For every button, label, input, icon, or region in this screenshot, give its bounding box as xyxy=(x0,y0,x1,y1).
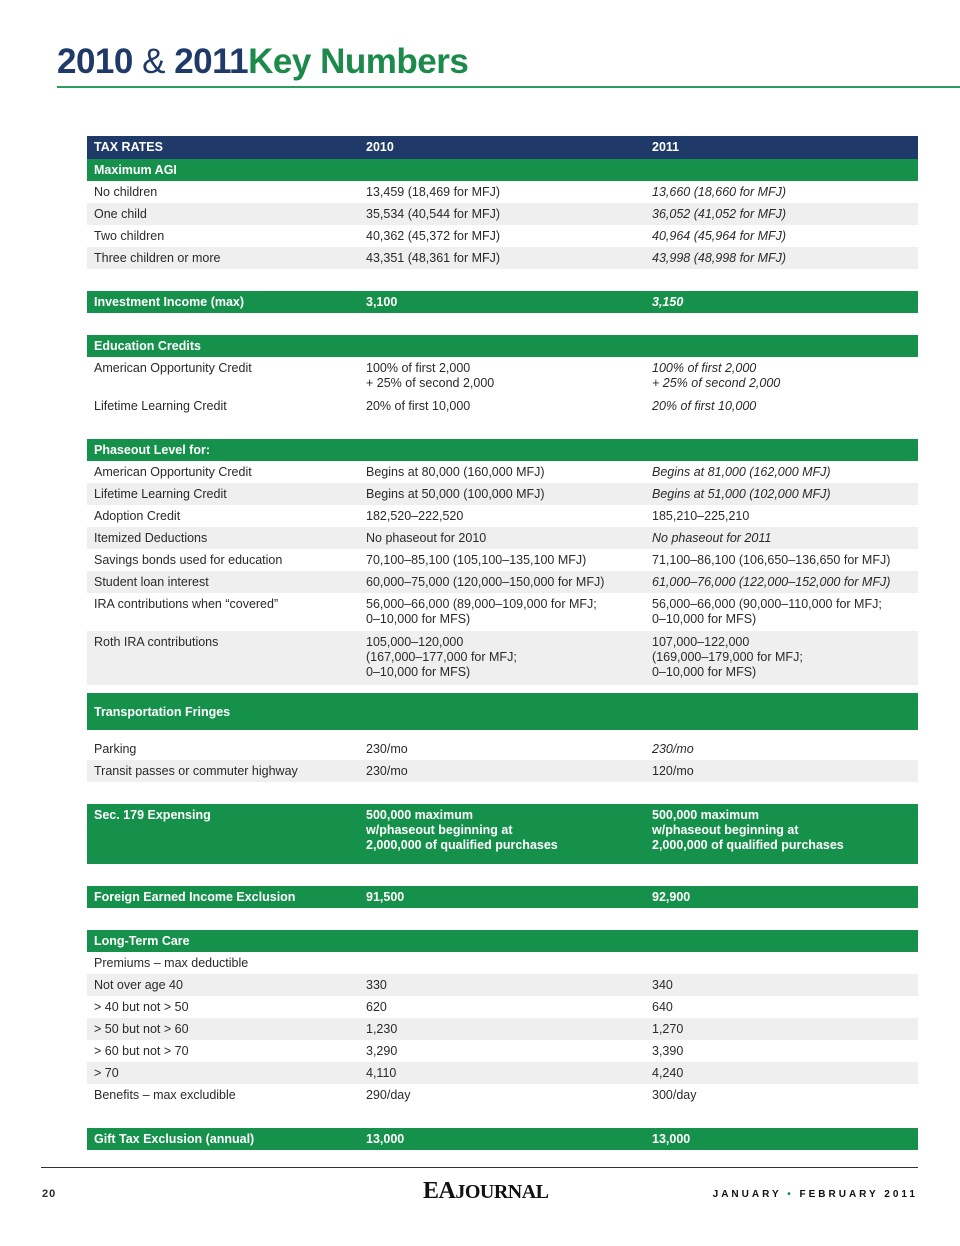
title-year-2011: 2011 xyxy=(174,42,249,81)
value-2010 xyxy=(366,808,646,853)
value-2011: 230/mo xyxy=(652,742,694,756)
section-transportation xyxy=(87,693,918,730)
section-investment-income xyxy=(87,291,918,313)
value-2010: 13,459 (18,469 for MFJ) xyxy=(366,185,501,199)
value-2010: 230/mo xyxy=(366,742,408,756)
table-row xyxy=(87,593,918,631)
section-label: Sec. 179 Expensing xyxy=(94,808,211,822)
line: (169,000–179,000 for MFJ; xyxy=(652,650,803,664)
value-2011: 1,270 xyxy=(652,1022,684,1036)
value-2011: 92,900 xyxy=(652,890,691,904)
section-sec-179 xyxy=(87,804,918,864)
row-label: > 40 but not > 50 xyxy=(94,1000,189,1014)
value-2010: 20% of first 10,000 xyxy=(366,399,471,413)
row-label: Roth IRA contributions xyxy=(94,635,219,649)
row-label: Benefits – max excludible xyxy=(94,1088,236,1102)
spacer xyxy=(87,908,918,930)
issue-separator: • xyxy=(787,1189,794,1200)
value-2010: Begins at 80,000 (160,000 MFJ) xyxy=(366,465,545,479)
row-label: Savings bonds used for education xyxy=(94,553,283,567)
spacer xyxy=(87,685,918,693)
row-label: Not over age 40 xyxy=(94,978,183,992)
value-2011: 40,964 (45,964 for MFJ) xyxy=(652,229,787,243)
table-row xyxy=(87,505,918,527)
section-phaseout xyxy=(87,439,918,461)
row-label: Student loan interest xyxy=(94,575,209,589)
value-2011: 13,000 xyxy=(652,1132,691,1146)
section-education-credits xyxy=(87,335,918,357)
line: w/phaseout beginning at xyxy=(652,823,799,837)
value-2010: 35,534 (40,544 for MFJ) xyxy=(366,207,501,221)
table-row xyxy=(87,395,918,417)
ea-journal-logo xyxy=(423,1178,549,1205)
footer-divider xyxy=(41,1167,918,1168)
value-2011 xyxy=(652,635,916,680)
table-row xyxy=(87,247,918,269)
value-2011: 36,052 (41,052 for MFJ) xyxy=(652,207,787,221)
value-2010: 60,000–75,000 (120,000–150,000 for MFJ) xyxy=(366,575,605,589)
value-2010: 182,520–222,520 xyxy=(366,509,464,523)
value-2010: 91,500 xyxy=(366,890,405,904)
line: (167,000–177,000 for MFJ; xyxy=(366,650,517,664)
logo-journal: JOURNAL xyxy=(455,1181,549,1203)
value-2010: 230/mo xyxy=(366,764,408,778)
row-label: Itemized Deductions xyxy=(94,531,208,545)
table-header-row xyxy=(87,136,918,159)
value-2011: 300/day xyxy=(652,1088,697,1102)
row-label: Premiums – max deductible xyxy=(94,956,249,970)
value-2011: 120/mo xyxy=(652,764,694,778)
line: 0–10,000 for MFS) xyxy=(366,612,471,626)
line: 100% of first 2,000 xyxy=(366,361,471,375)
line: 500,000 maximum xyxy=(652,808,760,822)
value-2011 xyxy=(652,597,916,627)
value-2010: Begins at 50,000 (100,000 MFJ) xyxy=(366,487,545,501)
key-numbers-table xyxy=(87,136,918,1150)
value-2010: No phaseout for 2010 xyxy=(366,531,487,545)
line: + 25% of second 2,000 xyxy=(366,376,495,390)
section-foreign-income xyxy=(87,886,918,908)
table-row xyxy=(87,357,918,395)
value-2010: 40,362 (45,372 for MFJ) xyxy=(366,229,501,243)
line: 107,000–122,000 xyxy=(652,635,750,649)
line: 100% of first 2,000 xyxy=(652,361,757,375)
value-2011: 20% of first 10,000 xyxy=(652,399,757,413)
header-2010: 2010 xyxy=(366,140,394,154)
row-label: > 50 but not > 60 xyxy=(94,1022,189,1036)
row-label: Three children or more xyxy=(94,251,221,265)
line: 56,000–66,000 (89,000–109,000 for MFJ; xyxy=(366,597,597,611)
spacer xyxy=(87,417,918,439)
issue-month-1: JANUARY xyxy=(712,1189,782,1200)
value-2011: 4,240 xyxy=(652,1066,684,1080)
table-row xyxy=(87,952,918,974)
line: 105,000–120,000 xyxy=(366,635,464,649)
section-max-agi xyxy=(87,159,918,181)
table-row xyxy=(87,1040,918,1062)
spacer xyxy=(87,269,918,291)
row-label: No children xyxy=(94,185,158,199)
table-row xyxy=(87,1018,918,1040)
table-row xyxy=(87,996,918,1018)
row-label: American Opportunity Credit xyxy=(94,465,252,479)
line: w/phaseout beginning at xyxy=(366,823,513,837)
value-2011: 640 xyxy=(652,1000,673,1014)
spacer xyxy=(87,864,918,886)
value-2010: 3,290 xyxy=(366,1044,398,1058)
value-2010: 3,100 xyxy=(366,295,398,309)
header-tax-rates: TAX RATES xyxy=(94,140,163,154)
section-label: Education Credits xyxy=(94,339,201,353)
title-divider xyxy=(57,86,960,88)
section-label: Investment Income (max) xyxy=(94,295,245,309)
value-2010 xyxy=(366,597,646,627)
table-row xyxy=(87,461,918,483)
section-label: Foreign Earned Income Exclusion xyxy=(94,890,296,904)
value-2010 xyxy=(366,361,646,391)
table-row xyxy=(87,1062,918,1084)
section-label: Phaseout Level for: xyxy=(94,443,210,457)
row-label: Parking xyxy=(94,742,137,756)
table-row xyxy=(87,1084,918,1106)
row-label: Lifetime Learning Credit xyxy=(94,487,227,501)
value-2010: 290/day xyxy=(366,1088,411,1102)
row-label: Adoption Credit xyxy=(94,509,181,523)
row-label: > 70 xyxy=(94,1066,119,1080)
line: + 25% of second 2,000 xyxy=(652,376,781,390)
section-label: Long-Term Care xyxy=(94,934,190,948)
value-2011: 185,210–225,210 xyxy=(652,509,750,523)
table-row xyxy=(87,549,918,571)
row-label: Lifetime Learning Credit xyxy=(94,399,227,413)
value-2011 xyxy=(652,361,916,391)
issue-date xyxy=(713,1189,918,1200)
line: 0–10,000 for MFS) xyxy=(652,612,757,626)
row-label: American Opportunity Credit xyxy=(94,361,252,375)
value-2011: Begins at 81,000 (162,000 MFJ) xyxy=(652,465,831,479)
page-title xyxy=(57,42,468,82)
line: 56,000–66,000 (90,000–110,000 for MFJ; xyxy=(652,597,882,611)
section-label: Gift Tax Exclusion (annual) xyxy=(94,1132,255,1146)
table-row xyxy=(87,483,918,505)
section-label: Maximum AGI xyxy=(94,163,177,177)
value-2010 xyxy=(366,635,646,680)
section-long-term-care xyxy=(87,930,918,952)
header-2011: 2011 xyxy=(652,140,680,154)
issue-month-2: FEBRUARY 2011 xyxy=(799,1189,918,1200)
table-row xyxy=(87,631,918,685)
line: 0–10,000 for MFS) xyxy=(652,665,757,679)
title-key-numbers: Key Numbers xyxy=(248,42,469,81)
table-row xyxy=(87,527,918,549)
row-label: Two children xyxy=(94,229,165,243)
title-year-2010: 2010 xyxy=(57,42,133,81)
row-label: > 60 but not > 70 xyxy=(94,1044,189,1058)
value-2011: 340 xyxy=(652,978,673,992)
table-row xyxy=(87,760,918,782)
table-row xyxy=(87,974,918,996)
page-number: 20 xyxy=(42,1188,57,1200)
value-2011: Begins at 51,000 (102,000 MFJ) xyxy=(652,487,831,501)
row-label: Transit passes or commuter highway xyxy=(94,764,298,778)
spacer xyxy=(87,730,918,738)
value-2011: 13,660 (18,660 for MFJ) xyxy=(652,185,787,199)
value-2010: 70,100–85,100 (105,100–135,100 MFJ) xyxy=(366,553,587,567)
value-2011: 61,000–76,000 (122,000–152,000 for MFJ) xyxy=(652,575,891,589)
table-row xyxy=(87,181,918,203)
value-2011: No phaseout for 2011 xyxy=(652,531,772,545)
row-label: IRA contributions when “covered” xyxy=(94,597,279,611)
line: 2,000,000 of qualified purchases xyxy=(366,838,558,852)
value-2011: 71,100–86,100 (106,650–136,650 for MFJ) xyxy=(652,553,891,567)
spacer xyxy=(87,1106,918,1128)
value-2010: 330 xyxy=(366,978,387,992)
section-gift-tax xyxy=(87,1128,918,1150)
value-2011: 43,998 (48,998 for MFJ) xyxy=(652,251,787,265)
spacer xyxy=(87,782,918,804)
value-2010: 620 xyxy=(366,1000,387,1014)
logo-ea: EA xyxy=(423,1178,456,1204)
table-row xyxy=(87,203,918,225)
value-2011: 3,150 xyxy=(652,295,684,309)
table-row xyxy=(87,571,918,593)
spacer xyxy=(87,313,918,335)
line: 0–10,000 for MFS) xyxy=(366,665,471,679)
value-2010: 1,230 xyxy=(366,1022,398,1036)
table-row xyxy=(87,738,918,760)
line: 2,000,000 of qualified purchases xyxy=(652,838,844,852)
section-label: Transportation Fringes xyxy=(94,705,231,719)
value-2010: 13,000 xyxy=(366,1132,405,1146)
table-row xyxy=(87,225,918,247)
value-2010: 43,351 (48,361 for MFJ) xyxy=(366,251,501,265)
value-2011: 3,390 xyxy=(652,1044,684,1058)
value-2010: 4,110 xyxy=(366,1066,397,1080)
line: 500,000 maximum xyxy=(366,808,474,822)
value-2011 xyxy=(652,808,916,853)
title-ampersand: & xyxy=(142,42,165,81)
row-label: One child xyxy=(94,207,147,221)
